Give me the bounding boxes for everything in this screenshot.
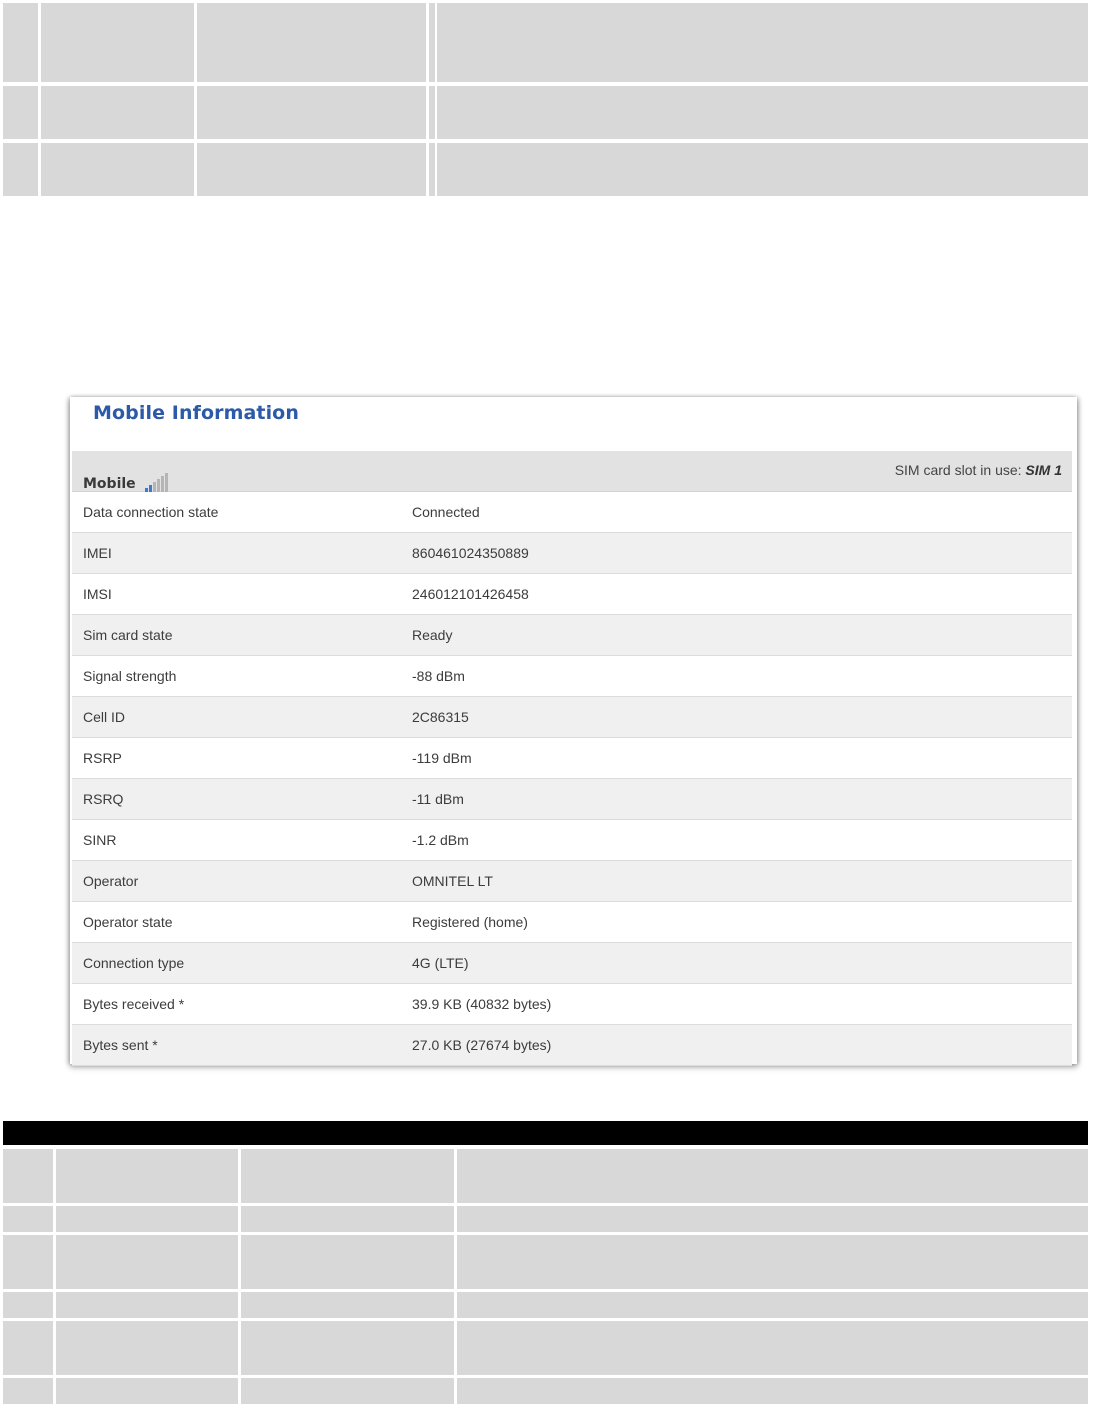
row-label: Operator — [83, 873, 139, 889]
table-row — [72, 943, 1072, 984]
mobile-section-label: Mobile — [83, 476, 136, 492]
row-value: 39.9 KB (40832 bytes) — [412, 996, 552, 1012]
page-title: Mobile Information — [93, 402, 299, 424]
row-value: 246012101426458 — [412, 586, 529, 602]
doc-table-bottom-header — [3, 1121, 1088, 1145]
doc-table-bottom-row — [3, 1292, 1088, 1318]
mobile-info-rows — [72, 492, 1072, 1066]
doc-table-top — [3, 3, 1088, 196]
row-value: -1.2 dBm — [412, 832, 469, 848]
doc-table-bottom-row — [3, 1149, 1088, 1203]
table-row — [72, 697, 1072, 738]
row-label: Sim card state — [83, 627, 173, 643]
sim-slot-value: SIM 1 — [1025, 462, 1062, 478]
mobile-information-panel — [70, 397, 1077, 1064]
row-label: Operator state — [83, 914, 173, 930]
row-label: Connection type — [83, 955, 185, 971]
table-row — [72, 574, 1072, 615]
table-row — [72, 861, 1072, 902]
row-value: 2C86315 — [412, 709, 469, 725]
row-label: Cell ID — [83, 709, 126, 725]
mobile-section-label-wrap — [83, 470, 168, 492]
row-label: Signal strength — [83, 668, 177, 684]
table-row — [72, 984, 1072, 1025]
row-label: RSRQ — [83, 791, 124, 807]
row-label: IMEI — [83, 545, 112, 561]
row-value: -88 dBm — [412, 668, 465, 684]
table-row — [72, 738, 1072, 779]
table-row — [72, 492, 1072, 533]
row-value: -11 dBm — [412, 791, 464, 807]
row-value: OMNITEL LT — [412, 873, 493, 889]
table-row — [72, 779, 1072, 820]
doc-table-top-row — [3, 86, 1088, 139]
row-value: 4G (LTE) — [412, 955, 469, 971]
doc-table-bottom-row — [3, 1321, 1088, 1375]
table-row — [72, 820, 1072, 861]
row-label: Bytes received * — [83, 996, 185, 1012]
sim-slot-label: SIM card slot in use: — [894, 462, 1022, 478]
doc-table-top-row — [3, 3, 1088, 82]
doc-table-top-row — [3, 143, 1088, 196]
table-row — [72, 615, 1072, 656]
row-value: Ready — [412, 627, 453, 643]
row-label: Data connection state — [83, 504, 219, 520]
row-label: SINR — [83, 832, 117, 848]
doc-table-bottom-row — [3, 1235, 1088, 1289]
row-value: Registered (home) — [412, 914, 528, 930]
doc-table-bottom-row — [3, 1206, 1088, 1232]
table-row — [72, 902, 1072, 943]
row-value: 860461024350889 — [412, 545, 529, 561]
mobile-section-header — [72, 451, 1072, 492]
row-label: RSRP — [83, 750, 122, 766]
signal-bars-icon — [145, 470, 168, 492]
row-value: -119 dBm — [412, 750, 472, 766]
doc-table-bottom-row — [3, 1378, 1088, 1404]
row-value: Connected — [412, 504, 480, 520]
sim-slot-indicator — [895, 462, 1062, 478]
row-label: Bytes sent * — [83, 1037, 158, 1053]
table-row — [72, 1025, 1072, 1066]
row-label: IMSI — [83, 586, 112, 602]
mobile-info-table — [72, 451, 1072, 1066]
row-value: 27.0 KB (27674 bytes) — [412, 1037, 552, 1053]
table-row — [72, 656, 1072, 697]
table-row — [72, 533, 1072, 574]
doc-table-bottom — [3, 1121, 1088, 1404]
